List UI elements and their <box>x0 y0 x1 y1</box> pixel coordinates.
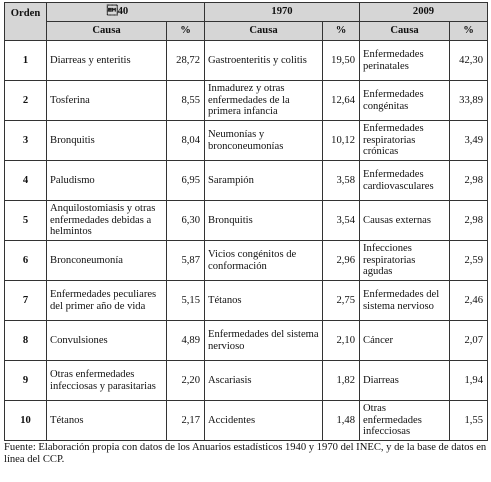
rank-cell: 9 <box>5 361 47 401</box>
pct-1970-cell: 2,75 <box>323 281 360 321</box>
pct-1970-cell: 2,96 <box>323 241 360 281</box>
pct-1970-cell: 1,48 <box>323 401 360 441</box>
cause-2009-cell: Enfermedades cardiovasculares <box>360 161 450 201</box>
pct-1940-cell: 5,15 <box>167 281 205 321</box>
cause-1970-cell: Bronquitis <box>205 201 323 241</box>
pct-2009-cell: 2,46 <box>450 281 488 321</box>
table-row <box>5 41 488 81</box>
pct-1940-cell: 6,95 <box>167 161 205 201</box>
cause-1970-cell: Accidentes <box>205 401 323 441</box>
pct-2009-cell: 33,89 <box>450 81 488 121</box>
pct-1940-cell: 6,30 <box>167 201 205 241</box>
cause-1940-cell: Diarreas y enteritis <box>47 41 167 81</box>
rank-cell: 8 <box>5 321 47 361</box>
cause-1940-cell: Tosferina <box>47 81 167 121</box>
pct-2009-cell: 1,94 <box>450 361 488 401</box>
pct-2009-cell: 42,30 <box>450 41 488 81</box>
cause-2009-cell: Enfermedades perinatales <box>360 41 450 81</box>
pct-header: % <box>167 22 205 41</box>
cause-1940-cell: Bronquitis <box>47 121 167 161</box>
pct-1940-cell: 8,04 <box>167 121 205 161</box>
cause-1970-cell: Neumonías y bronconeumonías <box>205 121 323 161</box>
cause-2009-cell: Enfermedades del sistema nervioso <box>360 281 450 321</box>
rank-cell: 1 <box>5 41 47 81</box>
year-header-2009: 2009 <box>360 3 488 22</box>
pct-1940-cell: 2,17 <box>167 401 205 441</box>
table-row <box>5 81 488 121</box>
rank-cell: 4 <box>5 161 47 201</box>
causa-header: Causa <box>360 22 450 41</box>
cause-1970-cell: Tétanos <box>205 281 323 321</box>
orden-header: Orden <box>5 3 47 41</box>
pct-1940-cell: 5,87 <box>167 241 205 281</box>
cause-2009-cell: Enfermedades congénitas <box>360 81 450 121</box>
table-row <box>5 401 488 441</box>
pct-1970-cell: 1,82 <box>323 361 360 401</box>
cause-1970-cell: Inmadurez y otras enfermedades de la primera infancia <box>205 81 323 121</box>
pct-2009-cell: 2,59 <box>450 241 488 281</box>
cause-1970-cell: Enfermedades del sistema nervioso <box>205 321 323 361</box>
table-row <box>5 121 488 161</box>
cause-1940-cell: Anquilostomiasis y otras enfermedades debidas a helmintos <box>47 201 167 241</box>
cause-1970-cell: Ascariasis <box>205 361 323 401</box>
rank-cell: 3 <box>5 121 47 161</box>
pct-1970-cell: 3,58 <box>323 161 360 201</box>
cause-1940-cell: Otras enfermedades infecciosas y parasitarias <box>47 361 167 401</box>
pct-1970-cell: 3,54 <box>323 201 360 241</box>
pct-1940-cell: 4,89 <box>167 321 205 361</box>
mortality-table-container <box>4 2 487 466</box>
table-row <box>5 241 488 281</box>
pct-2009-cell: 2,07 <box>450 321 488 361</box>
pct-1940-cell: 28,72 <box>167 41 205 81</box>
cause-2009-cell: Diarreas <box>360 361 450 401</box>
pct-2009-cell: 2,98 <box>450 201 488 241</box>
causa-header: Causa <box>205 22 323 41</box>
pct-1970-cell: 2,10 <box>323 321 360 361</box>
cause-2009-cell: Cáncer <box>360 321 450 361</box>
cause-1970-cell: Vicios congénitos de conformación <box>205 241 323 281</box>
table-row <box>5 201 488 241</box>
table-body <box>5 41 488 441</box>
pct-2009-cell: 2,98 <box>450 161 488 201</box>
cause-1940-cell: Bronconeumonía <box>47 241 167 281</box>
pct-1940-cell: 8,55 <box>167 81 205 121</box>
pct-1940-cell: 2,20 <box>167 361 205 401</box>
rank-cell: 2 <box>5 81 47 121</box>
rank-cell: 6 <box>5 241 47 281</box>
pct-1970-cell: 12,64 <box>323 81 360 121</box>
pct-1970-cell: 10,12 <box>323 121 360 161</box>
cause-1940-cell: Convulsiones <box>47 321 167 361</box>
pct-2009-cell: 3,49 <box>450 121 488 161</box>
cause-2009-cell: Otras enfermedades infecciosas <box>360 401 450 441</box>
cause-1970-cell: Gastroenteritis y colitis <box>205 41 323 81</box>
cause-2009-cell: Causas externas <box>360 201 450 241</box>
rank-cell: 7 <box>5 281 47 321</box>
source-footnote: Fuente: Elaboración propia con datos de los Anuarios estadísticos 1940 y 1970 del INEC, y de la base de datos en línea del CCP. <box>4 442 487 465</box>
causa-header: Causa <box>47 22 167 41</box>
year-header-1940: 40 <box>47 3 205 22</box>
year-header-1970: 1970 <box>205 3 360 22</box>
table-row <box>5 361 488 401</box>
pct-1970-cell: 19,50 <box>323 41 360 81</box>
table-row <box>5 281 488 321</box>
cause-1970-cell: Sarampión <box>205 161 323 201</box>
cause-2009-cell: Infecciones respiratorias agudas <box>360 241 450 281</box>
cause-1940-cell: Paludismo <box>47 161 167 201</box>
table-row <box>5 321 488 361</box>
rank-cell: 5 <box>5 201 47 241</box>
pct-2009-cell: 1,55 <box>450 401 488 441</box>
mortality-causes-table <box>4 2 488 441</box>
year-header-row <box>5 3 488 22</box>
rank-cell: 10 <box>5 401 47 441</box>
pct-header: % <box>323 22 360 41</box>
cause-2009-cell: Enfermedades respiratorias crónicas <box>360 121 450 161</box>
cause-1940-cell: Tétanos <box>47 401 167 441</box>
cause-1940-cell: Enfermedades peculiares del primer año de vida <box>47 281 167 321</box>
column-header-row <box>5 22 488 41</box>
pct-header: % <box>450 22 488 41</box>
table-row <box>5 161 488 201</box>
